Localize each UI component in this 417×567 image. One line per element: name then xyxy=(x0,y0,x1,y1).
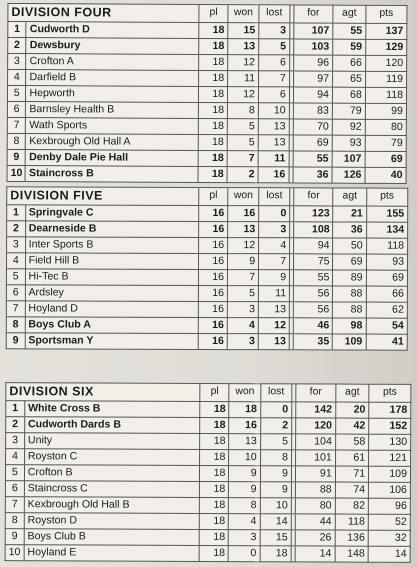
pts-cell: 178 xyxy=(369,402,411,418)
table-row xyxy=(6,417,411,435)
division-six-table xyxy=(5,382,412,563)
agt-cell: 92 xyxy=(332,119,365,135)
table-row xyxy=(5,497,410,515)
for-cell: 123 xyxy=(294,206,333,222)
pl-cell: 18 xyxy=(199,497,228,513)
for-cell: 88 xyxy=(295,482,335,498)
for-cell: 91 xyxy=(296,466,336,482)
pts-cell: 152 xyxy=(369,418,411,434)
pts-cell: 54 xyxy=(366,318,407,334)
for-cell: 36 xyxy=(293,167,332,183)
pts-cell: 109 xyxy=(369,466,411,482)
team-name-cell: Kexbrough Old Hall A xyxy=(26,134,199,151)
column-header-won: won xyxy=(229,384,260,402)
column-header-lost: lost xyxy=(259,188,290,206)
agt-cell: 98 xyxy=(333,318,366,334)
position-cell: 9 xyxy=(6,333,25,349)
team-name-cell: Wath Sports xyxy=(26,118,199,135)
pts-cell: 32 xyxy=(368,530,410,546)
table-row xyxy=(6,449,411,467)
team-name-cell: White Cross B xyxy=(25,401,200,418)
agt-cell: 93 xyxy=(332,135,365,151)
table-row xyxy=(6,317,407,334)
for-cell: 97 xyxy=(293,71,332,87)
pl-cell: 16 xyxy=(198,333,227,349)
table-row xyxy=(6,301,407,318)
column-header-pl: pl xyxy=(199,187,228,205)
won-cell: 5 xyxy=(227,119,258,135)
pts-cell: 79 xyxy=(365,135,406,151)
team-name-cell: Dearneside B xyxy=(25,221,199,238)
pts-cell: 96 xyxy=(368,498,410,514)
team-name-cell: Springvale C xyxy=(25,205,199,222)
pts-cell: 137 xyxy=(366,23,407,39)
column-header-agt: agt xyxy=(333,5,366,23)
agt-cell: 126 xyxy=(332,167,365,183)
team-name-cell: Royston C xyxy=(24,449,199,466)
for-cell: 14 xyxy=(295,546,335,562)
position-cell: 3 xyxy=(8,53,27,69)
lost-cell: 13 xyxy=(258,135,289,151)
team-name-cell: Royston D xyxy=(24,513,199,530)
won-cell: 4 xyxy=(229,514,260,530)
pts-cell: 106 xyxy=(369,482,411,498)
won-cell: 11 xyxy=(228,71,259,87)
position-cell: 5 xyxy=(5,465,24,481)
agt-cell: 136 xyxy=(335,530,368,546)
agt-cell: 59 xyxy=(333,39,366,55)
agt-cell: 58 xyxy=(335,434,368,450)
won-cell: 5 xyxy=(227,135,258,151)
pts-cell: 130 xyxy=(369,434,411,450)
agt-cell: 79 xyxy=(332,103,365,119)
for-cell: 108 xyxy=(294,222,333,238)
position-cell: 6 xyxy=(7,101,26,117)
position-cell: 2 xyxy=(8,37,27,53)
for-cell: 120 xyxy=(296,418,336,434)
won-cell: 12 xyxy=(228,55,259,71)
for-cell: 55 xyxy=(293,151,332,167)
pl-cell: 16 xyxy=(199,221,228,237)
table-row xyxy=(6,333,407,350)
won-cell: 8 xyxy=(229,498,260,514)
table-row xyxy=(5,513,410,531)
agt-cell: 21 xyxy=(333,206,366,222)
pl-cell: 18 xyxy=(199,102,228,118)
agt-cell: 61 xyxy=(335,450,368,466)
for-cell: 35 xyxy=(293,334,332,350)
won-cell: 15 xyxy=(228,23,259,39)
lost-cell: 6 xyxy=(259,55,290,71)
agt-cell: 68 xyxy=(332,87,365,103)
lost-cell: 16 xyxy=(258,167,289,183)
agt-cell: 55 xyxy=(333,23,366,39)
position-cell: 8 xyxy=(7,133,26,149)
for-cell: 56 xyxy=(294,286,333,302)
lost-cell: 18 xyxy=(260,546,291,562)
won-cell: 5 xyxy=(228,286,259,302)
column-header-pts: pts xyxy=(366,5,407,23)
team-name-cell: Hoyland D xyxy=(25,301,199,318)
won-cell: 16 xyxy=(228,206,259,222)
for-cell: 56 xyxy=(294,302,333,318)
table-header-row xyxy=(8,3,407,23)
pts-cell: 118 xyxy=(365,87,406,103)
position-cell: 2 xyxy=(6,417,25,433)
won-cell: 10 xyxy=(229,450,260,466)
lost-cell: 12 xyxy=(258,318,289,334)
pl-cell: 16 xyxy=(199,317,228,333)
table-row xyxy=(6,285,407,302)
won-cell: 3 xyxy=(229,530,260,546)
table-row xyxy=(5,481,410,499)
pl-cell: 18 xyxy=(199,86,228,102)
for-cell: 101 xyxy=(296,450,336,466)
team-name-cell: Unity xyxy=(24,433,199,450)
position-cell: 8 xyxy=(6,317,25,333)
pts-cell: 69 xyxy=(365,151,406,167)
for-cell: 83 xyxy=(293,103,332,119)
lost-cell: 11 xyxy=(258,151,289,167)
position-cell: 7 xyxy=(6,301,25,317)
column-header-lost: lost xyxy=(259,5,290,23)
won-cell: 12 xyxy=(228,87,259,103)
team-name-cell: Inter Sports B xyxy=(25,237,199,254)
for-cell: 94 xyxy=(293,87,332,103)
pts-cell: 121 xyxy=(369,450,411,466)
position-cell: 1 xyxy=(7,205,26,221)
won-cell: 12 xyxy=(228,238,259,254)
lost-cell: 13 xyxy=(258,302,289,318)
pl-cell: 16 xyxy=(199,285,228,301)
won-cell: 8 xyxy=(227,103,258,119)
for-cell: 104 xyxy=(296,434,336,450)
pts-cell: 80 xyxy=(365,119,406,135)
for-cell: 80 xyxy=(295,498,335,514)
for-cell: 69 xyxy=(293,135,332,151)
pts-cell: 52 xyxy=(368,514,410,530)
won-cell: 3 xyxy=(227,334,258,350)
position-cell: 5 xyxy=(7,85,26,101)
team-name-cell: Dewsbury xyxy=(26,38,199,55)
for-cell: 70 xyxy=(293,119,332,135)
pl-cell: 18 xyxy=(199,70,228,86)
team-name-cell: Darfield B xyxy=(26,70,199,87)
team-name-cell: Staincross C xyxy=(24,481,199,498)
column-header-pl: pl xyxy=(200,383,229,401)
lost-cell: 3 xyxy=(259,222,290,238)
team-name-cell: Denby Dale Pie Hall xyxy=(26,150,199,167)
table-row xyxy=(7,165,406,183)
column-header-won: won xyxy=(228,188,259,206)
lost-cell: 0 xyxy=(259,206,290,222)
position-cell: 5 xyxy=(6,269,25,285)
won-cell: 9 xyxy=(228,254,259,270)
pl-cell: 18 xyxy=(198,166,227,182)
division-title: DIVISION FIVE xyxy=(7,187,199,206)
pl-cell: 18 xyxy=(199,529,228,545)
lost-cell: 2 xyxy=(260,418,291,434)
for-cell: 107 xyxy=(294,23,333,39)
division-five-table xyxy=(6,186,409,350)
pts-cell: 134 xyxy=(366,222,407,238)
table-row xyxy=(7,205,408,222)
lost-cell: 10 xyxy=(258,103,289,119)
lost-cell: 13 xyxy=(258,334,289,350)
for-cell: 55 xyxy=(294,270,333,286)
for-cell: 44 xyxy=(295,514,335,530)
lost-cell: 4 xyxy=(259,238,290,254)
division-title: DIVISION FOUR xyxy=(8,3,199,22)
pl-cell: 18 xyxy=(200,449,229,465)
team-name-cell: Sportsman Y xyxy=(25,333,199,350)
pts-cell: 14 xyxy=(368,546,410,562)
for-cell: 96 xyxy=(293,55,332,71)
team-name-cell: Field Hill B xyxy=(25,253,199,270)
team-name-cell: Ardsley xyxy=(25,285,199,302)
pl-cell: 18 xyxy=(200,481,229,497)
won-cell: 13 xyxy=(229,434,260,450)
division-four-table xyxy=(7,3,408,184)
pts-cell: 99 xyxy=(365,103,406,119)
table-row xyxy=(6,253,407,270)
division-title: DIVISION SIX xyxy=(6,383,200,402)
position-cell: 3 xyxy=(6,433,25,449)
agt-cell: 65 xyxy=(332,71,365,87)
pl-cell: 16 xyxy=(199,205,228,221)
lost-cell: 6 xyxy=(258,87,289,103)
lost-cell: 7 xyxy=(258,71,289,87)
table-row xyxy=(5,465,410,483)
table-row xyxy=(6,433,411,451)
pts-cell: 40 xyxy=(365,167,406,183)
pts-cell: 93 xyxy=(366,254,407,270)
agt-cell: 20 xyxy=(335,402,368,418)
pl-cell: 18 xyxy=(198,150,227,166)
agt-cell: 148 xyxy=(335,546,368,562)
pts-cell: 120 xyxy=(365,55,406,71)
table-row xyxy=(6,401,411,419)
agt-cell: 74 xyxy=(335,482,368,498)
agt-cell: 109 xyxy=(333,334,366,350)
lost-cell: 13 xyxy=(258,119,289,135)
lost-cell: 5 xyxy=(259,39,290,55)
position-cell: 4 xyxy=(6,253,25,269)
position-cell: 6 xyxy=(5,481,24,497)
pl-cell: 18 xyxy=(199,22,228,38)
position-cell: 4 xyxy=(8,69,27,85)
for-cell: 103 xyxy=(294,39,333,55)
lost-cell: 8 xyxy=(260,450,291,466)
pl-cell: 16 xyxy=(199,269,228,285)
agt-cell: 89 xyxy=(333,270,366,286)
position-cell: 6 xyxy=(6,285,25,301)
lost-cell: 11 xyxy=(259,286,290,302)
position-cell: 3 xyxy=(7,237,26,253)
team-name-cell: Boys Club B xyxy=(24,529,199,546)
won-cell: 4 xyxy=(227,318,258,334)
agt-cell: 118 xyxy=(335,514,368,530)
position-cell: 9 xyxy=(5,529,24,545)
position-cell: 8 xyxy=(5,513,24,529)
lost-cell: 3 xyxy=(259,23,290,39)
team-name-cell: Staincross B xyxy=(26,166,199,183)
pl-cell: 18 xyxy=(200,401,229,417)
lost-cell: 9 xyxy=(260,466,291,482)
agt-cell: 66 xyxy=(333,55,366,71)
won-cell: 7 xyxy=(227,151,258,167)
column-header-pts: pts xyxy=(366,188,408,206)
position-cell: 10 xyxy=(7,165,26,181)
won-cell: 18 xyxy=(229,402,260,418)
agt-cell: 88 xyxy=(333,286,366,302)
pl-cell: 16 xyxy=(199,253,228,269)
team-name-cell: Hepworth xyxy=(26,86,199,103)
pl-cell: 18 xyxy=(199,513,228,529)
team-name-cell: Cudworth D xyxy=(26,22,199,39)
pts-cell: 41 xyxy=(366,334,407,350)
pl-cell: 18 xyxy=(198,134,227,150)
column-header-for: for xyxy=(294,188,333,206)
for-cell: 26 xyxy=(295,530,335,546)
column-header-pl: pl xyxy=(199,4,228,22)
agt-cell: 107 xyxy=(332,151,365,167)
agt-cell: 36 xyxy=(333,222,366,238)
for-cell: 94 xyxy=(294,238,333,254)
position-cell: 1 xyxy=(8,21,27,37)
pts-cell: 118 xyxy=(366,238,407,254)
agt-cell: 69 xyxy=(333,254,366,270)
agt-cell: 42 xyxy=(335,418,368,434)
column-header-pts: pts xyxy=(369,384,411,402)
position-cell: 9 xyxy=(7,149,26,165)
column-header-lost: lost xyxy=(260,384,291,402)
team-name-cell: Kexbrough Old Hall B xyxy=(24,497,199,514)
lost-cell: 9 xyxy=(259,270,290,286)
won-cell: 13 xyxy=(228,39,259,55)
for-cell: 46 xyxy=(294,318,333,334)
pl-cell: 18 xyxy=(199,118,228,134)
agt-cell: 71 xyxy=(335,466,368,482)
position-cell: 7 xyxy=(5,497,24,513)
lost-cell: 5 xyxy=(260,434,291,450)
won-cell: 3 xyxy=(227,302,258,318)
table-row xyxy=(7,237,408,254)
column-header-agt: agt xyxy=(333,188,366,206)
won-cell: 13 xyxy=(228,222,259,238)
team-name-cell: Crofton B xyxy=(24,465,199,482)
lost-cell: 0 xyxy=(260,402,291,418)
team-name-cell: Cudworth Dards B xyxy=(24,417,199,434)
pl-cell: 18 xyxy=(199,54,228,70)
won-cell: 9 xyxy=(229,466,260,482)
pts-cell: 155 xyxy=(366,206,407,222)
for-cell: 75 xyxy=(294,254,333,270)
column-header-for: for xyxy=(294,5,333,23)
pl-cell: 18 xyxy=(199,38,228,54)
for-cell: 142 xyxy=(296,402,336,418)
won-cell: 7 xyxy=(228,270,259,286)
won-cell: 16 xyxy=(229,418,260,434)
table-row xyxy=(5,529,410,547)
column-header-for: for xyxy=(296,384,336,402)
agt-cell: 82 xyxy=(335,498,368,514)
position-cell: 7 xyxy=(7,117,26,133)
team-name-cell: Hoyland E xyxy=(24,545,199,562)
column-header-agt: agt xyxy=(336,384,369,402)
pl-cell: 16 xyxy=(199,301,228,317)
won-cell: 2 xyxy=(227,167,258,183)
table-row xyxy=(5,545,410,563)
agt-cell: 50 xyxy=(333,238,366,254)
pl-cell: 18 xyxy=(200,433,229,449)
column-header-won: won xyxy=(228,5,259,23)
pts-cell: 69 xyxy=(366,270,407,286)
won-cell: 0 xyxy=(229,546,260,562)
lost-cell: 7 xyxy=(259,254,290,270)
team-name-cell: Barnsley Health B xyxy=(26,102,199,119)
pts-cell: 66 xyxy=(366,286,407,302)
pts-cell: 119 xyxy=(365,71,406,87)
table-row xyxy=(7,221,408,238)
lost-cell: 10 xyxy=(260,498,291,514)
position-cell: 4 xyxy=(6,449,25,465)
team-name-cell: Hi-Tec B xyxy=(25,269,199,286)
lost-cell: 14 xyxy=(260,514,291,530)
table-row xyxy=(6,269,407,286)
pl-cell: 18 xyxy=(200,417,229,433)
pts-cell: 129 xyxy=(366,39,407,55)
lost-cell: 15 xyxy=(260,530,291,546)
table-header-row xyxy=(6,383,411,403)
agt-cell: 88 xyxy=(333,302,366,318)
position-cell: 10 xyxy=(5,545,24,561)
team-name-cell: Crofton A xyxy=(26,54,199,71)
table-header-row xyxy=(7,187,408,206)
position-cell: 2 xyxy=(7,221,26,237)
pl-cell: 18 xyxy=(200,465,229,481)
pts-cell: 62 xyxy=(366,302,407,318)
position-cell: 1 xyxy=(6,401,25,417)
won-cell: 9 xyxy=(229,482,260,498)
pl-cell: 18 xyxy=(199,545,228,561)
lost-cell: 9 xyxy=(260,482,291,498)
pl-cell: 16 xyxy=(199,237,228,253)
team-name-cell: Boys Club A xyxy=(25,317,199,334)
